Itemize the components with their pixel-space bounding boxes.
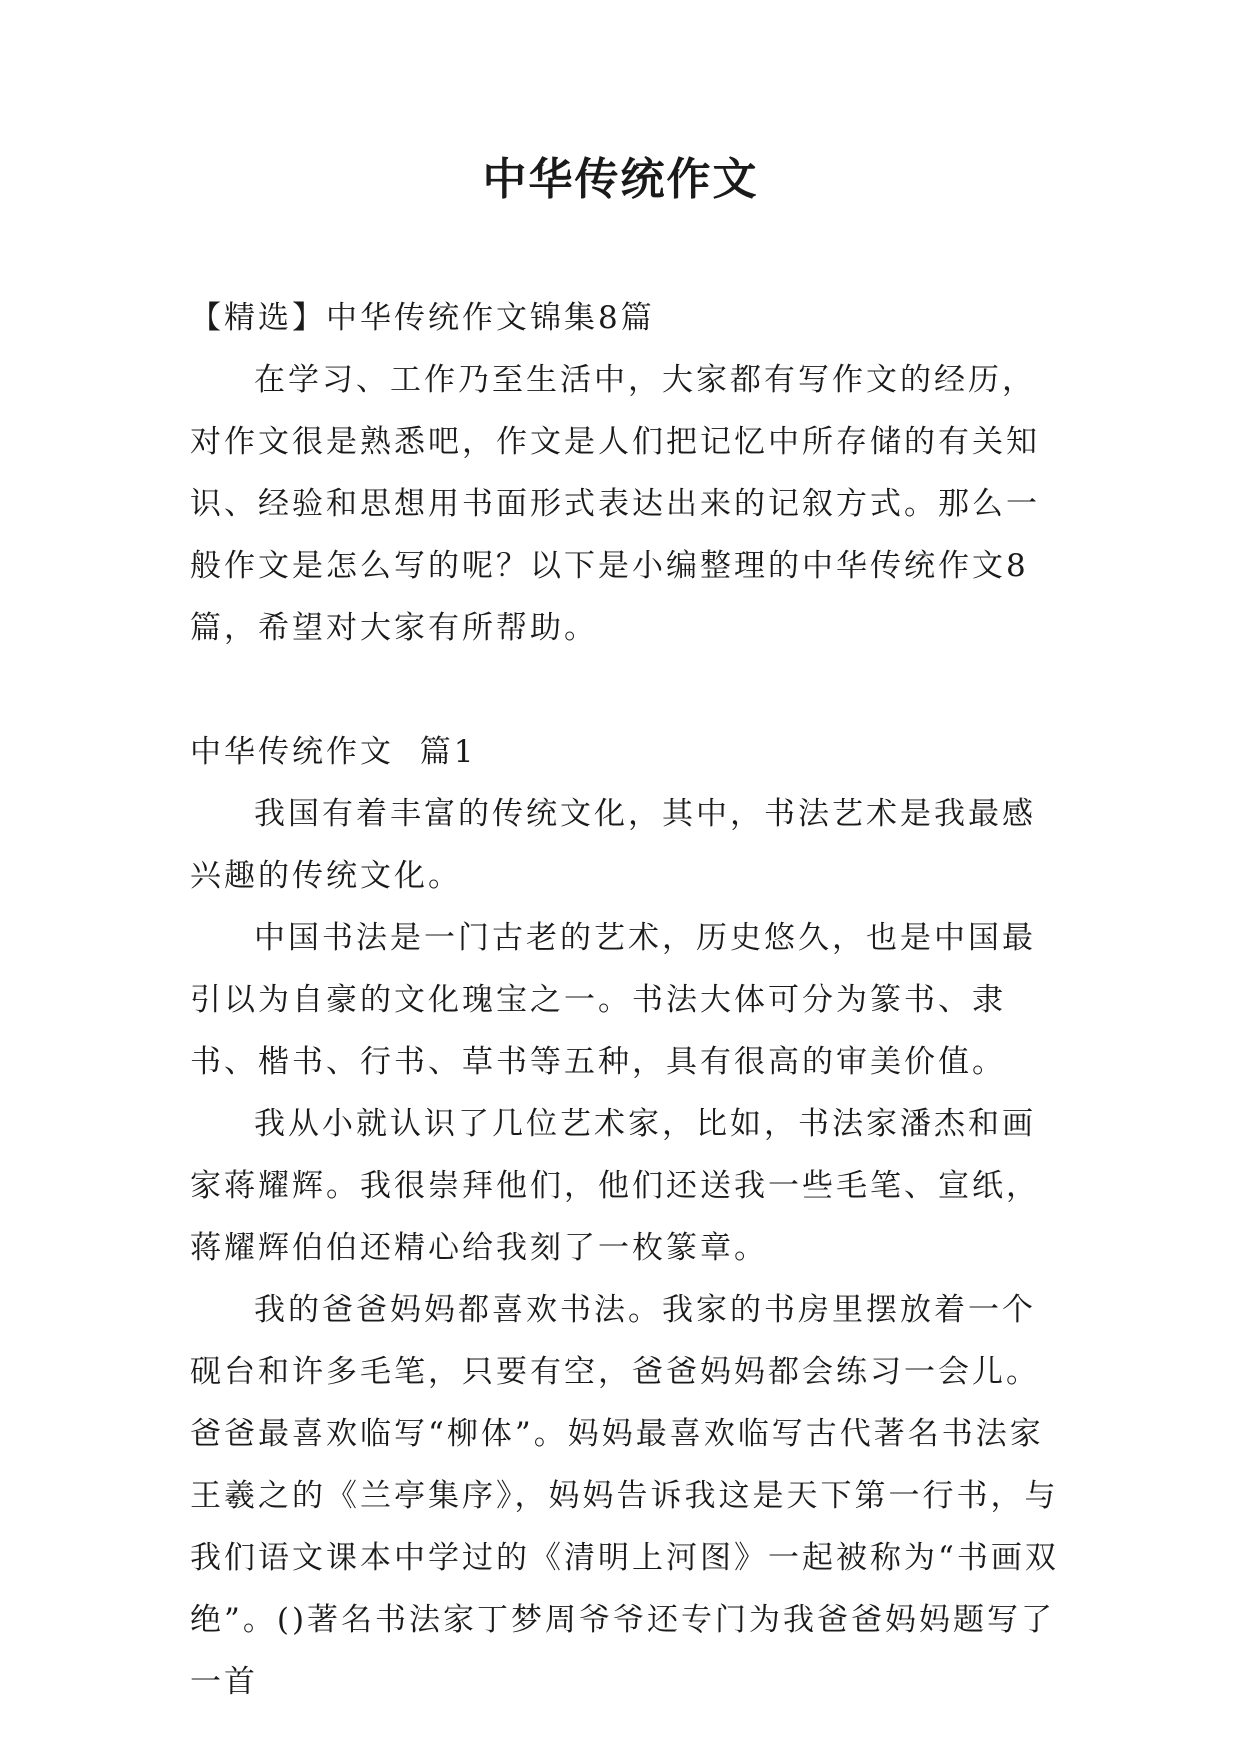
body-paragraph: 我的爸爸妈妈都喜欢书法。我家的书房里摆放着一个砚台和许多毛笔，只要有空，爸爸妈妈都会练习一会儿。爸爸最喜欢临写“柳体”。妈妈最喜欢临写古代著名书法家王羲之的《兰亭集序》，妈妈告诉我这是天下第一行书，与我们语文课本中学过的《清明上河图》一起被称为“书画双绝”。()著名书法家丁梦周爷爷还专门为我爸爸妈妈题写了一首: [190, 1292, 1059, 1700]
document-title: 中华传统作文: [482, 154, 759, 205]
document-subtitle: 【精选】中华传统作文锦集8篇: [190, 300, 655, 336]
intro-paragraph: 在学习、工作乃至生活中，大家都有写作文的经历，对作文很是熟悉吧，作文是人们把记忆中所存储的有关知识、经验和思想用书面形式表达出来的记叙方式。那么一般作文是怎么写的呢？以下是小编整理的中华传统作文8篇，希望对大家有所帮助。: [190, 362, 1040, 646]
document-body: [190, 287, 1060, 1713]
body-paragraph: 我从小就认识了几位艺术家，比如，书法家潘杰和画家蒋耀辉。我很崇拜他们，他们还送我一些毛笔、宣纸，蒋耀辉伯伯还精心给我刻了一枚篆章。: [190, 1106, 1040, 1266]
body-paragraph: 中国书法是一门古老的艺术，历史悠久，也是中国最引以为自豪的文化瑰宝之一。书法大体可分为篆书、隶书、楷书、行书、草书等五种，具有很高的审美价值。: [190, 920, 1036, 1080]
section-heading: 中华传统作文 篇1: [190, 734, 477, 770]
body-paragraph: 我国有着丰富的传统文化，其中，书法艺术是我最感兴趣的传统文化。: [190, 796, 1036, 894]
